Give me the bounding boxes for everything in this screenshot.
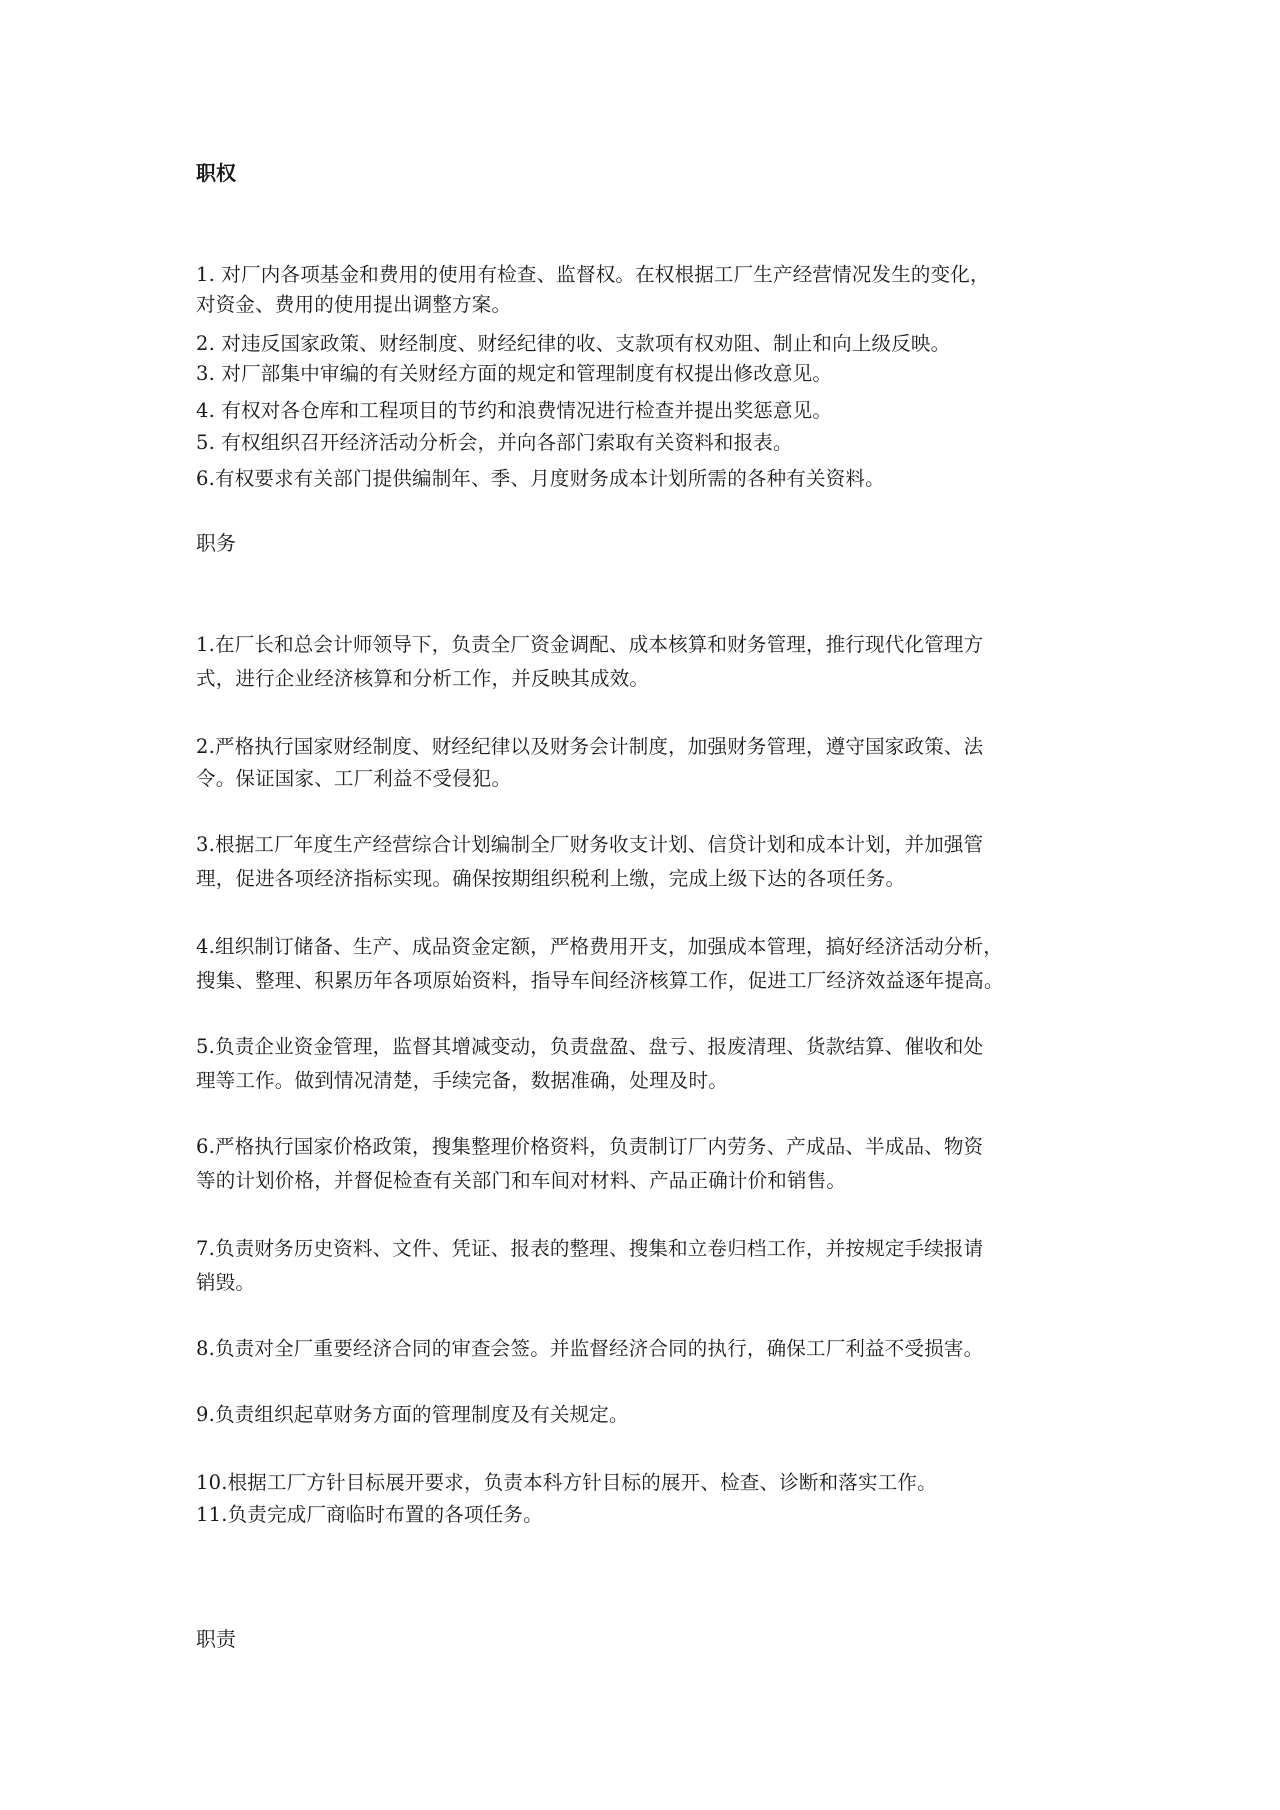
duties-line-18: 11.负责完成厂商临时布置的各项任务。 — [196, 1503, 543, 1526]
rights-line-7: 6.有权要求有关部门提供编制年、季、月度财务成本计划所需的各种有关资料。 — [196, 467, 885, 490]
section-heading-rights: 职权 — [196, 161, 236, 185]
duties-line-14: 销毁。 — [196, 1271, 256, 1294]
rights-line-1: 1. 对厂内各项基金和费用的使用有检查、监督权。在权根据工厂生产经营情况发生的变化， — [196, 263, 990, 286]
duties-line-4: 令。保证国家、工厂利益不受侵犯。 — [196, 767, 512, 790]
duties-line-10: 理等工作。做到情况清楚，手续完备，数据准确，处理及时。 — [196, 1069, 728, 1092]
duties-line-16: 9.负责组织起草财务方面的管理制度及有关规定。 — [196, 1403, 629, 1426]
rights-line-4: 3. 对厂部集中审编的有关财经方面的规定和管理制度有权提出修改意见。 — [196, 362, 833, 385]
duties-line-3: 2.严格执行国家财经制度、财经纪律以及财务会计制度，加强财务管理，遵守国家政策、法 — [196, 735, 984, 758]
duties-line-12: 等的计划价格，并督促检查有关部门和车间对材料、产品正确计价和销售。 — [196, 1169, 847, 1192]
duties-line-17: 10.根据工厂方针目标展开要求，负责本科方针目标的展开、检查、诊断和落实工作。 — [196, 1471, 937, 1494]
rights-line-5: 4. 有权对各仓库和工程项目的节约和浪费情况进行检查并提出奖惩意见。 — [196, 399, 833, 422]
rights-line-2: 对资金、费用的使用提出调整方案。 — [196, 293, 512, 316]
duties-line-2: 式，进行企业经济核算和分析工作，并反映其成效。 — [196, 667, 650, 690]
rights-line-6: 5. 有权组织召开经济活动分析会，并向各部门索取有关资料和报表。 — [196, 431, 793, 454]
duties-line-15: 8.负责对全厂重要经济合同的审查会签。并监督经济合同的执行，确保工厂利益不受损害。 — [196, 1337, 984, 1360]
duties-line-5: 3.根据工厂年度生产经营综合计划编制全厂财务收支计划、信贷计划和成本计划，并加强管 — [196, 833, 984, 856]
duties-line-8: 搜集、整理、积累历年各项原始资料，指导车间经济核算工作，促进工厂经济效益逐年提高。 — [196, 969, 1004, 992]
duties-line-7: 4.组织制订储备、生产、成品资金定额，严格费用开支，加强成本管理，搞好经济活动分析， — [196, 935, 1004, 958]
duties-line-11: 6.严格执行国家价格政策，搜集整理价格资料，负责制订厂内劳务、产成品、半成品、物资 — [196, 1135, 984, 1158]
rights-line-3: 2. 对违反国家政策、财经制度、财经纪律的收、支款项有权劝阻、制止和向上级反映。 — [196, 332, 951, 355]
section-heading-responsibilities: 职责 — [196, 1627, 236, 1651]
duties-line-6: 理，促进各项经济指标实现。确保按期组织税利上缴，完成上级下达的各项任务。 — [196, 867, 906, 890]
duties-line-9: 5.负责企业资金管理，监督其增减变动，负责盘盈、盘亏、报废清理、货款结算、催收和处 — [196, 1035, 984, 1058]
duties-line-1: 1.在厂长和总会计师领导下，负责全厂资金调配、成本核算和财务管理，推行现代化管理方 — [196, 633, 984, 656]
duties-line-13: 7.负责财务历史资料、文件、凭证、报表的整理、搜集和立卷归档工作，并按规定手续报请 — [196, 1237, 984, 1260]
section-heading-duties: 职务 — [196, 531, 236, 555]
